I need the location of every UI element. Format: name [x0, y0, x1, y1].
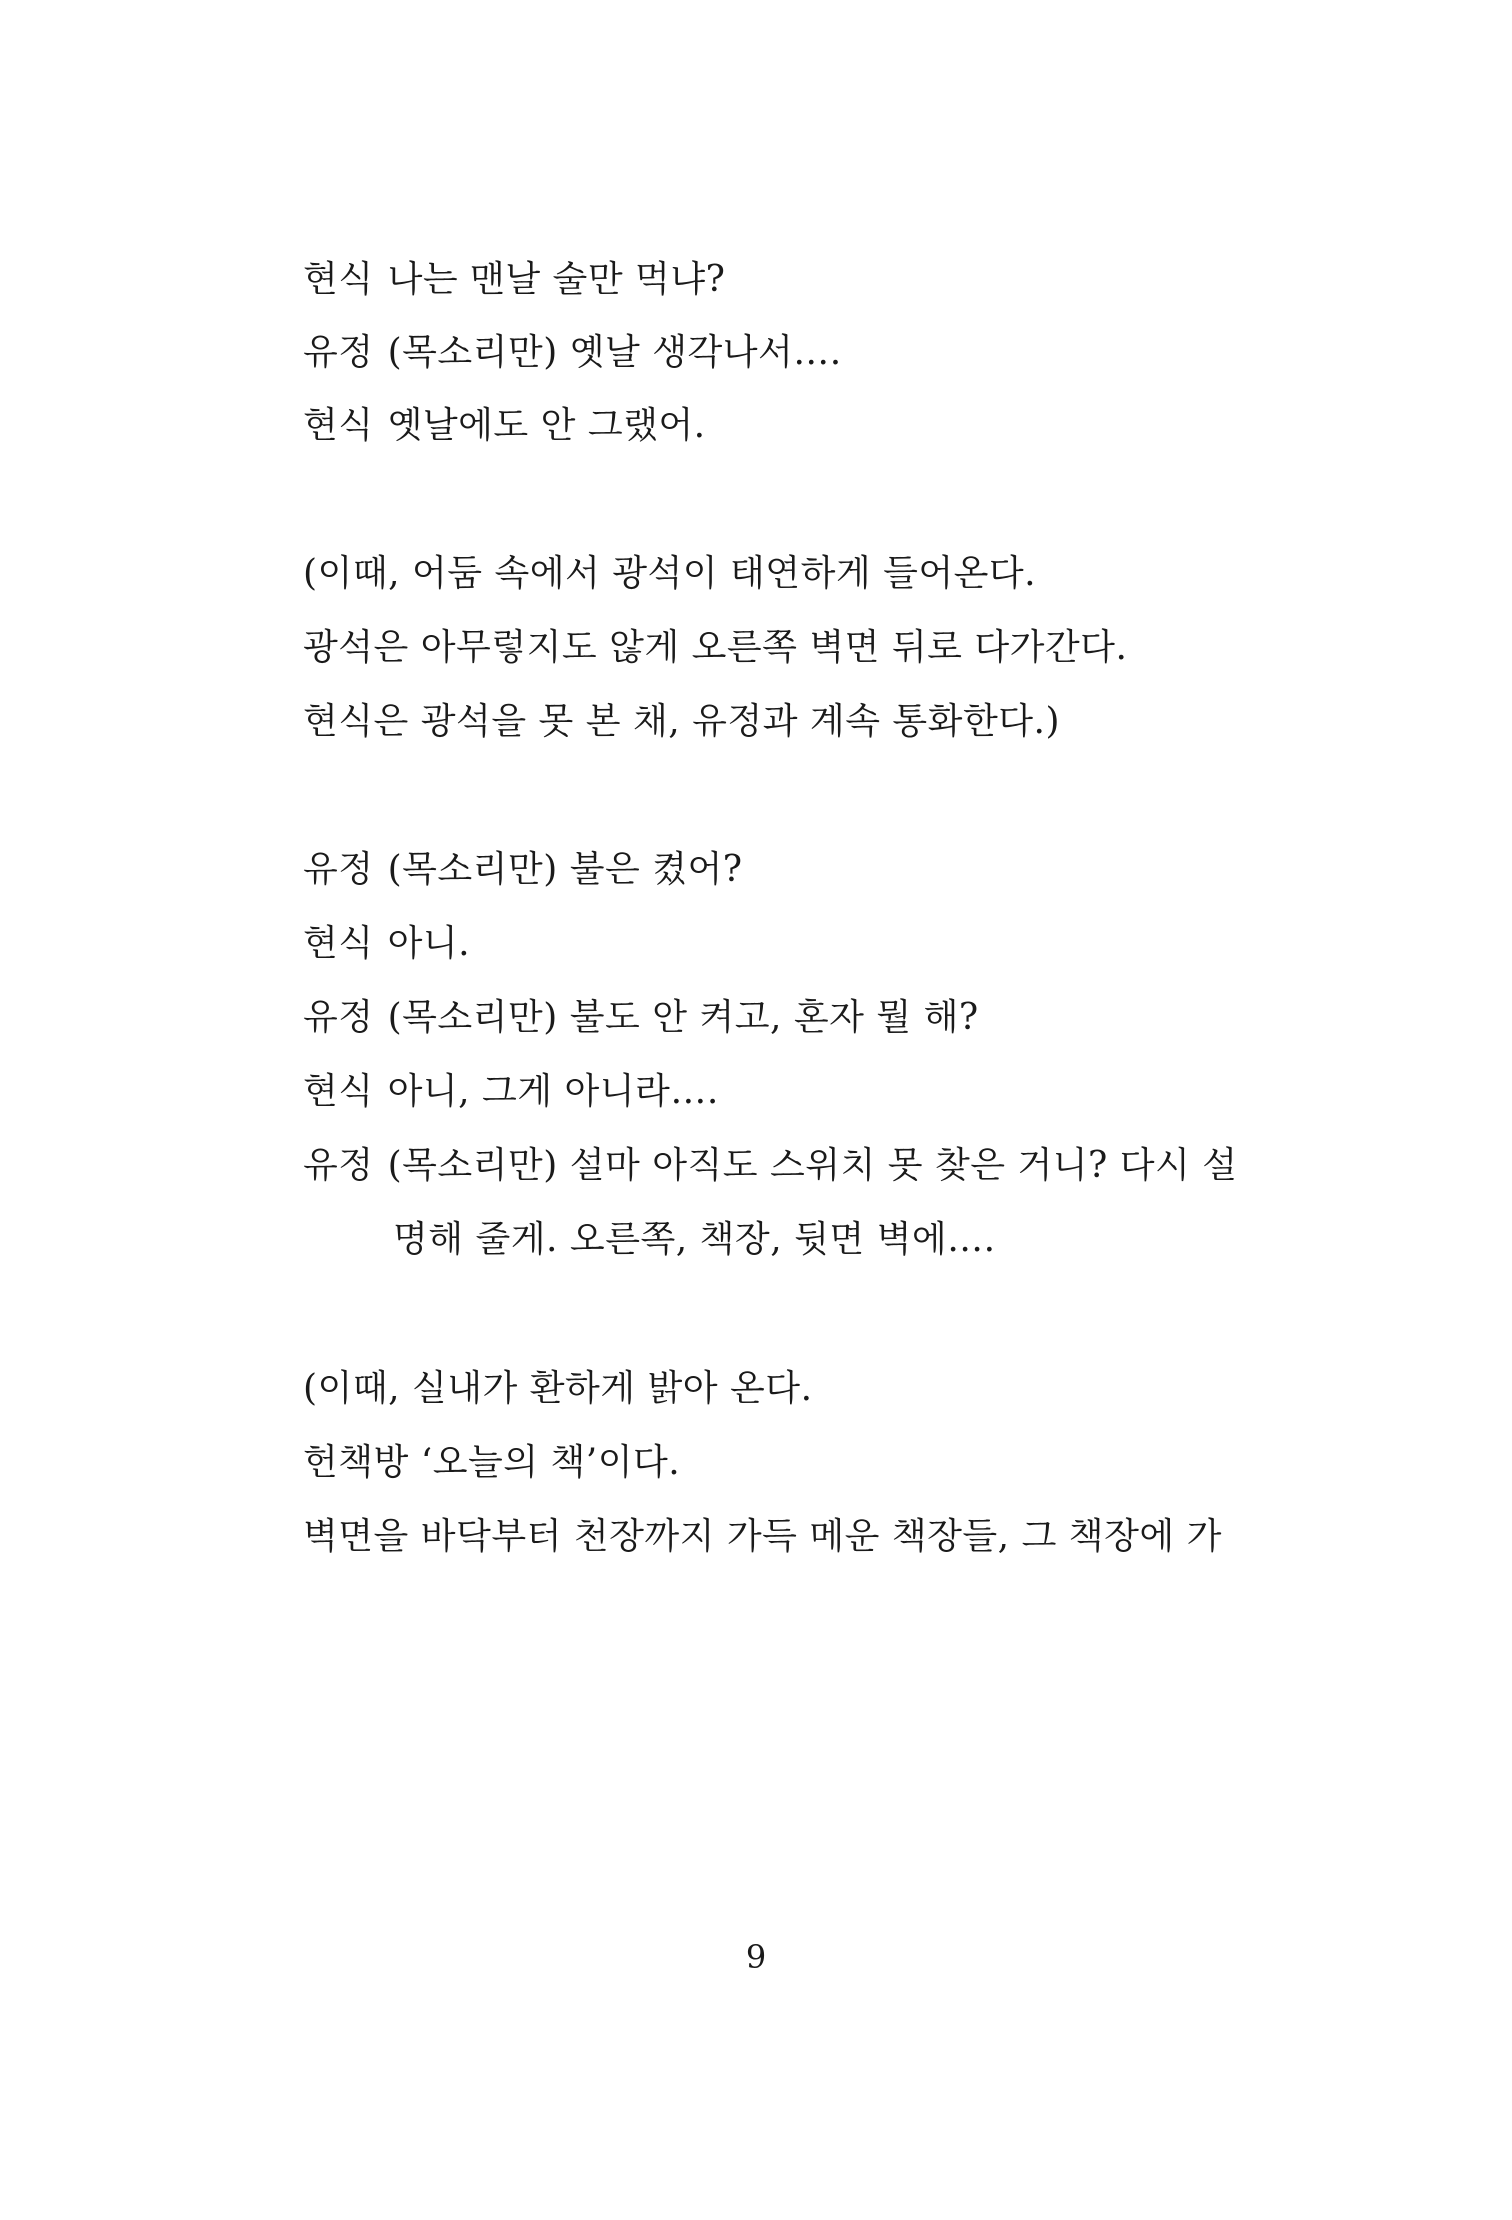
dialogue-text: 아니.	[387, 923, 471, 964]
dialogue-text: (목소리만) 불은 켰어?	[387, 849, 743, 890]
dialogue-text: 나는 맨날 술만 먹냐?	[387, 259, 726, 300]
stage-direction-line: (이때, 실내가 환하게 밝아 온다.	[303, 1368, 813, 1409]
speaker-name: 유정	[303, 997, 374, 1038]
dialogue-line	[303, 1144, 1238, 1188]
speaker-name: 유정	[303, 1145, 374, 1186]
dialogue-line	[303, 922, 470, 966]
stage-direction-line: 벽면을 바닥부터 천장까지 가득 메운 책장들, 그 책장에 가	[303, 1516, 1222, 1557]
dialogue-continuation: 명해 줄게. 오른쪽, 책장, 뒷면 벽에….	[393, 1219, 996, 1260]
dialogue-text: (목소리만) 설마 아직도 스위치 못 찾은 거니? 다시 설	[387, 1145, 1238, 1186]
speaker-name: 유정	[303, 332, 374, 373]
dialogue-line	[303, 848, 743, 892]
dialogue-line	[303, 996, 979, 1040]
dialogue-line	[303, 331, 842, 375]
speaker-name: 현식	[303, 405, 374, 446]
dialogue-text: 옛날에도 안 그랬어.	[387, 405, 706, 446]
page-number: 9	[745, 1938, 767, 1976]
stage-direction-line: 광석은 아무렇지도 않게 오른쪽 벽면 뒤로 다가간다.	[303, 627, 1128, 668]
stage-direction-line: (이때, 어둠 속에서 광석이 태연하게 들어온다.	[303, 553, 1037, 594]
dialogue-text: (목소리만) 옛날 생각나서….	[387, 332, 842, 373]
dialogue-text: (목소리만) 불도 안 켜고, 혼자 뭘 해?	[387, 997, 979, 1038]
dialogue-text: 아니, 그게 아니라….	[387, 1071, 719, 1112]
stage-direction-line: 헌책방 ‘오늘의 책’이다.	[303, 1442, 681, 1483]
dialogue-line	[303, 258, 725, 302]
stage-direction-line: 현식은 광석을 못 본 채, 유정과 계속 통화한다.)	[303, 701, 1061, 742]
speaker-name: 현식	[303, 259, 374, 300]
speaker-name: 현식	[303, 923, 374, 964]
dialogue-line	[303, 404, 706, 448]
speaker-name: 유정	[303, 849, 374, 890]
dialogue-line	[303, 1070, 719, 1114]
speaker-name: 현식	[303, 1071, 374, 1112]
